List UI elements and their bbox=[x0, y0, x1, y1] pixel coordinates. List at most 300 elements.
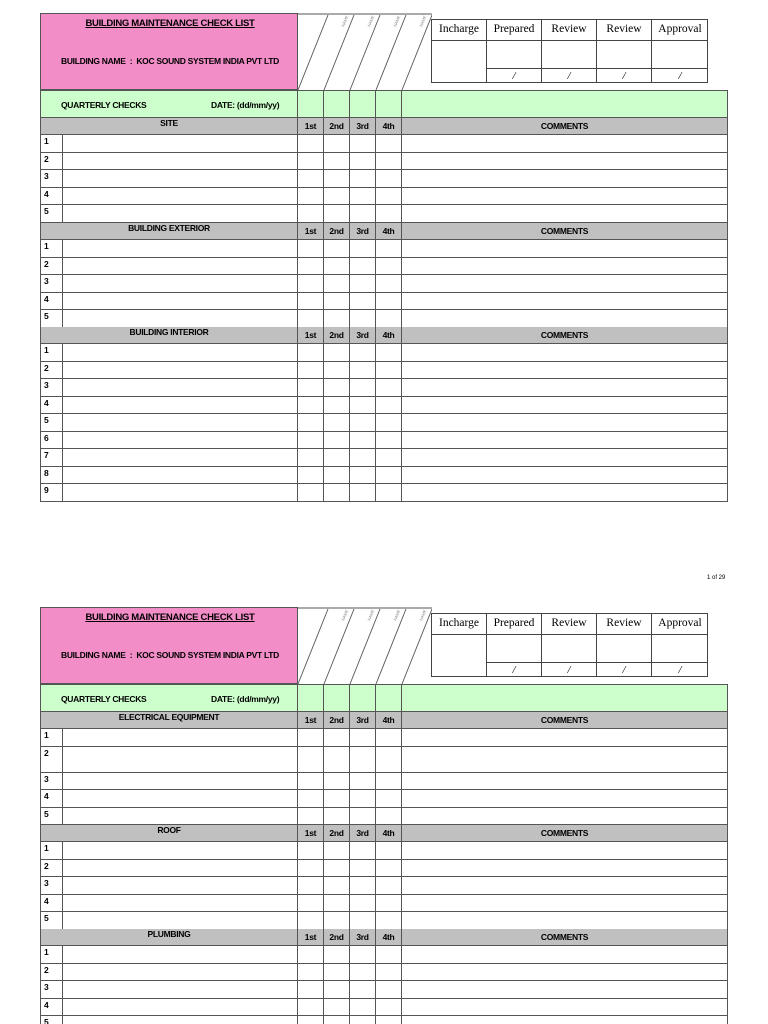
checklist-section bbox=[40, 223, 728, 328]
item-cell[interactable] bbox=[63, 484, 298, 501]
row-number: 3 bbox=[41, 379, 63, 396]
quarter-header: 1st bbox=[298, 118, 324, 134]
item-cell[interactable] bbox=[63, 449, 298, 466]
quarter-check-cell[interactable] bbox=[350, 344, 376, 361]
quarter-header: 1st bbox=[298, 223, 324, 239]
quarter-check-cell[interactable] bbox=[324, 773, 350, 790]
quarter-check-cell[interactable] bbox=[324, 275, 350, 292]
quarter-check-cell[interactable] bbox=[376, 397, 402, 414]
quarter-check-cell[interactable] bbox=[324, 153, 350, 170]
quarter-check-cell[interactable] bbox=[376, 379, 402, 396]
comment-cell[interactable] bbox=[402, 946, 727, 963]
quarter-check-cell[interactable] bbox=[350, 484, 376, 501]
table-row bbox=[40, 790, 728, 808]
comment-cell[interactable] bbox=[402, 842, 727, 859]
table-row bbox=[40, 747, 728, 773]
quarter-check-cell[interactable] bbox=[350, 293, 376, 310]
quarter-header: 1st bbox=[298, 929, 324, 945]
quarter-check-cell[interactable] bbox=[376, 432, 402, 449]
comment-cell[interactable] bbox=[402, 773, 727, 790]
quarterly-checks-label: QUARTERLY CHECKS bbox=[61, 694, 147, 704]
quarter-check-cell[interactable] bbox=[324, 729, 350, 746]
table-row bbox=[40, 860, 728, 878]
quarter-check-cell[interactable] bbox=[350, 981, 376, 998]
comment-cell[interactable] bbox=[402, 414, 727, 431]
section-title: SITE bbox=[41, 118, 298, 134]
quarter-check-cell[interactable] bbox=[324, 912, 350, 929]
quarter-check-cell[interactable] bbox=[298, 981, 324, 998]
quarter-check-cell[interactable] bbox=[376, 999, 402, 1016]
section-header bbox=[40, 327, 728, 344]
item-cell[interactable] bbox=[63, 981, 298, 998]
quarter-check-cell[interactable] bbox=[298, 808, 324, 825]
quarter-header: 3rd bbox=[350, 825, 376, 841]
quarterly-label-cell bbox=[41, 685, 298, 711]
item-cell[interactable] bbox=[63, 379, 298, 396]
diagonal-label: NAME bbox=[340, 14, 350, 28]
signoff-column bbox=[432, 614, 487, 676]
quarter-check-cell[interactable] bbox=[376, 135, 402, 152]
quarter-check-cell[interactable] bbox=[376, 153, 402, 170]
quarter-check-cell[interactable] bbox=[298, 946, 324, 963]
row-number: 5 bbox=[41, 414, 63, 431]
table-row bbox=[40, 467, 728, 485]
quarter-check-cell[interactable] bbox=[324, 467, 350, 484]
quarterly-comment-cell[interactable] bbox=[402, 685, 727, 711]
quarter-check-cell[interactable] bbox=[298, 747, 324, 772]
table-row bbox=[40, 946, 728, 964]
comment-cell[interactable] bbox=[402, 240, 727, 257]
signoff-column bbox=[487, 614, 542, 676]
table-row bbox=[40, 449, 728, 467]
comment-cell[interactable] bbox=[402, 1016, 727, 1024]
comment-cell[interactable] bbox=[402, 362, 727, 379]
quarter-check-cell[interactable] bbox=[376, 344, 402, 361]
quarter-check-cell[interactable] bbox=[350, 240, 376, 257]
quarter-check-cell[interactable] bbox=[324, 981, 350, 998]
quarter-check-cell[interactable] bbox=[350, 1016, 376, 1024]
item-cell[interactable] bbox=[63, 188, 298, 205]
quarter-check-cell[interactable] bbox=[324, 877, 350, 894]
table-row bbox=[40, 153, 728, 171]
comment-cell[interactable] bbox=[402, 310, 727, 327]
signoff-date[interactable]: / bbox=[652, 662, 708, 678]
quarter-check-cell[interactable] bbox=[350, 432, 376, 449]
item-cell[interactable] bbox=[63, 205, 298, 222]
checklist-section bbox=[40, 327, 728, 502]
page-header bbox=[40, 607, 728, 685]
quarter-check-cell[interactable] bbox=[350, 310, 376, 327]
section-title: ELECTRICAL EQUIPMENT bbox=[41, 712, 298, 728]
quarter-check-cell[interactable] bbox=[376, 946, 402, 963]
item-cell[interactable] bbox=[63, 293, 298, 310]
quarter-check-cell[interactable] bbox=[376, 449, 402, 466]
quarter-check-cell[interactable] bbox=[376, 842, 402, 859]
quarter-check-cell[interactable] bbox=[298, 432, 324, 449]
diagonal-label: NAME bbox=[366, 14, 376, 28]
quarter-check-cell[interactable] bbox=[376, 1016, 402, 1024]
quarter-check-cell[interactable] bbox=[298, 449, 324, 466]
item-cell[interactable] bbox=[63, 895, 298, 912]
quarter-check-cell[interactable] bbox=[324, 432, 350, 449]
item-cell[interactable] bbox=[63, 747, 298, 772]
quarter-check-cell[interactable] bbox=[324, 362, 350, 379]
row-number: 3 bbox=[41, 981, 63, 998]
quarter-check-cell[interactable] bbox=[298, 860, 324, 877]
quarter-date-cell[interactable] bbox=[324, 91, 350, 117]
quarter-check-cell[interactable] bbox=[298, 379, 324, 396]
item-cell[interactable] bbox=[63, 432, 298, 449]
quarter-check-cell[interactable] bbox=[350, 842, 376, 859]
quarter-check-cell[interactable] bbox=[350, 467, 376, 484]
quarter-check-cell[interactable] bbox=[324, 964, 350, 981]
comment-cell[interactable] bbox=[402, 135, 727, 152]
quarter-check-cell[interactable] bbox=[350, 379, 376, 396]
quarter-check-cell[interactable] bbox=[324, 747, 350, 772]
signoff-column bbox=[487, 20, 542, 82]
diagonal-label: NAME bbox=[418, 608, 428, 622]
quarter-check-cell[interactable] bbox=[324, 860, 350, 877]
quarter-date-cell[interactable] bbox=[298, 91, 324, 117]
item-cell[interactable] bbox=[63, 275, 298, 292]
quarter-check-cell[interactable] bbox=[350, 964, 376, 981]
quarter-check-cell[interactable] bbox=[298, 1016, 324, 1024]
quarter-check-cell[interactable] bbox=[324, 842, 350, 859]
item-cell[interactable] bbox=[63, 773, 298, 790]
diagonal-name-header bbox=[298, 607, 432, 685]
quarter-check-cell[interactable] bbox=[350, 790, 376, 807]
comment-cell[interactable] bbox=[402, 153, 727, 170]
quarter-header: 2nd bbox=[324, 327, 350, 343]
row-number: 3 bbox=[41, 773, 63, 790]
item-cell[interactable] bbox=[63, 258, 298, 275]
quarter-check-cell[interactable] bbox=[350, 258, 376, 275]
quarter-check-cell[interactable] bbox=[376, 912, 402, 929]
signoff-date[interactable]: / bbox=[487, 662, 541, 678]
comment-cell[interactable] bbox=[402, 964, 727, 981]
quarter-date-cell[interactable] bbox=[324, 685, 350, 711]
quarter-check-cell[interactable] bbox=[298, 729, 324, 746]
signoff-label: Approval bbox=[652, 614, 708, 635]
comment-cell[interactable] bbox=[402, 467, 727, 484]
item-cell[interactable] bbox=[63, 790, 298, 807]
quarter-header: 3rd bbox=[350, 118, 376, 134]
quarter-check-cell[interactable] bbox=[298, 484, 324, 501]
signoff-date[interactable]: / bbox=[542, 68, 596, 84]
quarter-check-cell[interactable] bbox=[376, 414, 402, 431]
quarter-check-cell[interactable] bbox=[350, 946, 376, 963]
item-cell[interactable] bbox=[63, 999, 298, 1016]
quarter-check-cell[interactable] bbox=[298, 999, 324, 1016]
quarterly-checks-row bbox=[40, 90, 728, 118]
comment-cell[interactable] bbox=[402, 729, 727, 746]
row-number: 2 bbox=[41, 964, 63, 981]
quarter-check-cell[interactable] bbox=[298, 275, 324, 292]
diagonal-line bbox=[298, 15, 328, 90]
row-number: 5 bbox=[41, 808, 63, 825]
quarter-check-cell[interactable] bbox=[298, 964, 324, 981]
section-header bbox=[40, 223, 728, 240]
diagonal-line bbox=[324, 15, 354, 90]
row-number: 6 bbox=[41, 432, 63, 449]
quarter-check-cell[interactable] bbox=[298, 912, 324, 929]
quarter-check-cell[interactable] bbox=[376, 773, 402, 790]
row-number: 2 bbox=[41, 860, 63, 877]
signoff-label: Prepared bbox=[487, 20, 541, 41]
signoff-column bbox=[597, 614, 652, 676]
quarter-check-cell[interactable] bbox=[298, 842, 324, 859]
quarter-header: 4th bbox=[376, 712, 402, 728]
quarter-check-cell[interactable] bbox=[298, 188, 324, 205]
quarter-check-cell[interactable] bbox=[350, 397, 376, 414]
comment-cell[interactable] bbox=[402, 999, 727, 1016]
building-name: BUILDING NAME : KOC SOUND SYSTEM INDIA PVT LTD bbox=[61, 56, 279, 66]
table-row bbox=[40, 379, 728, 397]
quarter-check-cell[interactable] bbox=[324, 170, 350, 187]
quarter-check-cell[interactable] bbox=[298, 153, 324, 170]
comment-cell[interactable] bbox=[402, 790, 727, 807]
quarter-check-cell[interactable] bbox=[376, 729, 402, 746]
quarter-check-cell[interactable] bbox=[350, 362, 376, 379]
quarter-check-cell[interactable] bbox=[376, 484, 402, 501]
quarter-check-cell[interactable] bbox=[324, 205, 350, 222]
building-name: BUILDING NAME : KOC SOUND SYSTEM INDIA PVT LTD bbox=[61, 650, 279, 660]
signoff-label: Review bbox=[597, 20, 651, 41]
comment-cell[interactable] bbox=[402, 170, 727, 187]
row-number: 2 bbox=[41, 747, 63, 772]
quarter-check-cell[interactable] bbox=[376, 877, 402, 894]
quarter-check-cell[interactable] bbox=[298, 467, 324, 484]
quarter-check-cell[interactable] bbox=[324, 379, 350, 396]
comment-cell[interactable] bbox=[402, 860, 727, 877]
quarter-check-cell[interactable] bbox=[298, 895, 324, 912]
table-row bbox=[40, 877, 728, 895]
quarter-check-cell[interactable] bbox=[324, 293, 350, 310]
quarter-check-cell[interactable] bbox=[376, 790, 402, 807]
quarter-check-cell[interactable] bbox=[324, 808, 350, 825]
row-number: 4 bbox=[41, 293, 63, 310]
comment-cell[interactable] bbox=[402, 344, 727, 361]
signoff-date[interactable]: / bbox=[652, 68, 708, 84]
quarter-check-cell[interactable] bbox=[324, 310, 350, 327]
quarter-check-cell[interactable] bbox=[324, 188, 350, 205]
quarter-check-cell[interactable] bbox=[376, 981, 402, 998]
quarter-check-cell[interactable] bbox=[350, 188, 376, 205]
quarter-check-cell[interactable] bbox=[298, 240, 324, 257]
quarter-check-cell[interactable] bbox=[324, 946, 350, 963]
quarter-check-cell[interactable] bbox=[298, 397, 324, 414]
table-row bbox=[40, 188, 728, 206]
item-cell[interactable] bbox=[63, 414, 298, 431]
quarter-check-cell[interactable] bbox=[350, 449, 376, 466]
signoff-date[interactable]: / bbox=[542, 662, 596, 678]
quarter-check-cell[interactable] bbox=[350, 895, 376, 912]
quarter-check-cell[interactable] bbox=[376, 808, 402, 825]
signoff-label: Approval bbox=[652, 20, 708, 41]
quarter-check-cell[interactable] bbox=[350, 860, 376, 877]
comment-cell[interactable] bbox=[402, 379, 727, 396]
quarter-check-cell[interactable] bbox=[324, 484, 350, 501]
quarter-check-cell[interactable] bbox=[324, 790, 350, 807]
table-row bbox=[40, 842, 728, 860]
quarter-check-cell[interactable] bbox=[350, 170, 376, 187]
table-row bbox=[40, 205, 728, 223]
quarter-check-cell[interactable] bbox=[376, 205, 402, 222]
diagonal-label: NAME bbox=[340, 608, 350, 622]
quarter-check-cell[interactable] bbox=[376, 362, 402, 379]
quarterly-checks-row bbox=[40, 684, 728, 712]
quarter-check-cell[interactable] bbox=[298, 170, 324, 187]
quarter-date-cell[interactable] bbox=[350, 685, 376, 711]
quarter-check-cell[interactable] bbox=[350, 729, 376, 746]
quarter-check-cell[interactable] bbox=[324, 135, 350, 152]
comment-cell[interactable] bbox=[402, 981, 727, 998]
quarter-date-cell[interactable] bbox=[376, 91, 402, 117]
item-cell[interactable] bbox=[63, 729, 298, 746]
quarter-check-cell[interactable] bbox=[376, 258, 402, 275]
quarter-check-cell[interactable] bbox=[350, 414, 376, 431]
item-cell[interactable] bbox=[63, 467, 298, 484]
quarter-check-cell[interactable] bbox=[376, 170, 402, 187]
item-cell[interactable] bbox=[63, 842, 298, 859]
quarter-check-cell[interactable] bbox=[376, 275, 402, 292]
signoff-label: Incharge bbox=[432, 614, 486, 635]
row-number: 4 bbox=[41, 790, 63, 807]
item-cell[interactable] bbox=[63, 964, 298, 981]
comment-cell[interactable] bbox=[402, 188, 727, 205]
quarter-check-cell[interactable] bbox=[350, 808, 376, 825]
comments-header: COMMENTS bbox=[540, 932, 589, 942]
quarter-check-cell[interactable] bbox=[324, 258, 350, 275]
comment-cell[interactable] bbox=[402, 877, 727, 894]
quarter-check-cell[interactable] bbox=[298, 344, 324, 361]
signoff-box bbox=[431, 19, 708, 83]
item-cell[interactable] bbox=[63, 946, 298, 963]
diagonal-line bbox=[376, 609, 406, 684]
quarter-check-cell[interactable] bbox=[376, 467, 402, 484]
quarter-check-cell[interactable] bbox=[350, 275, 376, 292]
quarter-check-cell[interactable] bbox=[376, 188, 402, 205]
quarter-check-cell[interactable] bbox=[298, 310, 324, 327]
quarter-check-cell[interactable] bbox=[350, 153, 376, 170]
quarter-check-cell[interactable] bbox=[324, 397, 350, 414]
quarter-check-cell[interactable] bbox=[376, 860, 402, 877]
comment-cell[interactable] bbox=[402, 895, 727, 912]
item-cell[interactable] bbox=[63, 135, 298, 152]
quarterly-comment-cell[interactable] bbox=[402, 91, 727, 117]
quarter-check-cell[interactable] bbox=[376, 293, 402, 310]
comment-cell[interactable] bbox=[402, 484, 727, 501]
quarter-date-cell[interactable] bbox=[298, 685, 324, 711]
comment-cell[interactable] bbox=[402, 258, 727, 275]
quarter-check-cell[interactable] bbox=[350, 773, 376, 790]
quarter-check-cell[interactable] bbox=[298, 205, 324, 222]
quarter-check-cell[interactable] bbox=[324, 895, 350, 912]
quarter-check-cell[interactable] bbox=[298, 877, 324, 894]
checklist-section bbox=[40, 712, 728, 825]
comment-cell[interactable] bbox=[402, 205, 727, 222]
quarter-date-cell[interactable] bbox=[350, 91, 376, 117]
quarter-check-cell[interactable] bbox=[298, 293, 324, 310]
signoff-date[interactable]: / bbox=[487, 68, 541, 84]
quarter-check-cell[interactable] bbox=[350, 877, 376, 894]
quarter-check-cell[interactable] bbox=[350, 747, 376, 772]
comment-cell[interactable] bbox=[402, 449, 727, 466]
quarter-check-cell[interactable] bbox=[324, 240, 350, 257]
comment-cell[interactable] bbox=[402, 432, 727, 449]
quarter-header: 1st bbox=[298, 712, 324, 728]
item-cell[interactable] bbox=[63, 153, 298, 170]
comment-cell[interactable] bbox=[402, 293, 727, 310]
quarter-check-cell[interactable] bbox=[376, 747, 402, 772]
row-number: 1 bbox=[41, 946, 63, 963]
quarter-check-cell[interactable] bbox=[376, 240, 402, 257]
quarter-check-cell[interactable] bbox=[298, 258, 324, 275]
signoff-date[interactable]: / bbox=[597, 662, 651, 678]
signoff-label: Review bbox=[597, 614, 651, 635]
quarter-check-cell[interactable] bbox=[298, 773, 324, 790]
diagonal-line bbox=[350, 15, 380, 90]
quarter-check-cell[interactable] bbox=[324, 344, 350, 361]
table-row bbox=[40, 912, 728, 930]
quarter-check-cell[interactable] bbox=[324, 449, 350, 466]
quarter-date-cell[interactable] bbox=[376, 685, 402, 711]
quarter-check-cell[interactable] bbox=[350, 205, 376, 222]
row-number: 3 bbox=[41, 275, 63, 292]
comment-cell[interactable] bbox=[402, 747, 727, 772]
quarter-check-cell[interactable] bbox=[350, 999, 376, 1016]
item-cell[interactable] bbox=[63, 860, 298, 877]
item-cell[interactable] bbox=[63, 240, 298, 257]
row-number: 5 bbox=[41, 310, 63, 327]
quarter-check-cell[interactable] bbox=[376, 964, 402, 981]
item-cell[interactable] bbox=[63, 170, 298, 187]
quarter-check-cell[interactable] bbox=[298, 135, 324, 152]
item-cell[interactable] bbox=[63, 877, 298, 894]
quarter-check-cell[interactable] bbox=[298, 362, 324, 379]
item-cell[interactable] bbox=[63, 344, 298, 361]
quarter-check-cell[interactable] bbox=[350, 912, 376, 929]
quarter-check-cell[interactable] bbox=[350, 135, 376, 152]
comment-cell[interactable] bbox=[402, 808, 727, 825]
item-cell[interactable] bbox=[63, 362, 298, 379]
quarter-check-cell[interactable] bbox=[324, 999, 350, 1016]
checklist-section bbox=[40, 118, 728, 223]
table-row bbox=[40, 397, 728, 415]
signoff-date[interactable]: / bbox=[597, 68, 651, 84]
quarter-check-cell[interactable] bbox=[376, 895, 402, 912]
comment-cell[interactable] bbox=[402, 912, 727, 929]
comment-cell[interactable] bbox=[402, 275, 727, 292]
comment-cell[interactable] bbox=[402, 397, 727, 414]
item-cell[interactable] bbox=[63, 310, 298, 327]
quarter-check-cell[interactable] bbox=[324, 414, 350, 431]
row-number: 1 bbox=[41, 842, 63, 859]
table-row bbox=[40, 964, 728, 982]
item-cell[interactable] bbox=[63, 1016, 298, 1024]
quarter-check-cell[interactable] bbox=[324, 1016, 350, 1024]
item-cell[interactable] bbox=[63, 397, 298, 414]
quarter-check-cell[interactable] bbox=[298, 790, 324, 807]
diagonal-label: NAME bbox=[392, 14, 402, 28]
table-row bbox=[40, 310, 728, 328]
row-number: 8 bbox=[41, 467, 63, 484]
quarter-check-cell[interactable] bbox=[376, 310, 402, 327]
checklist-page-2 bbox=[40, 607, 728, 1024]
quarter-check-cell[interactable] bbox=[298, 414, 324, 431]
item-cell[interactable] bbox=[63, 808, 298, 825]
item-cell[interactable] bbox=[63, 912, 298, 929]
